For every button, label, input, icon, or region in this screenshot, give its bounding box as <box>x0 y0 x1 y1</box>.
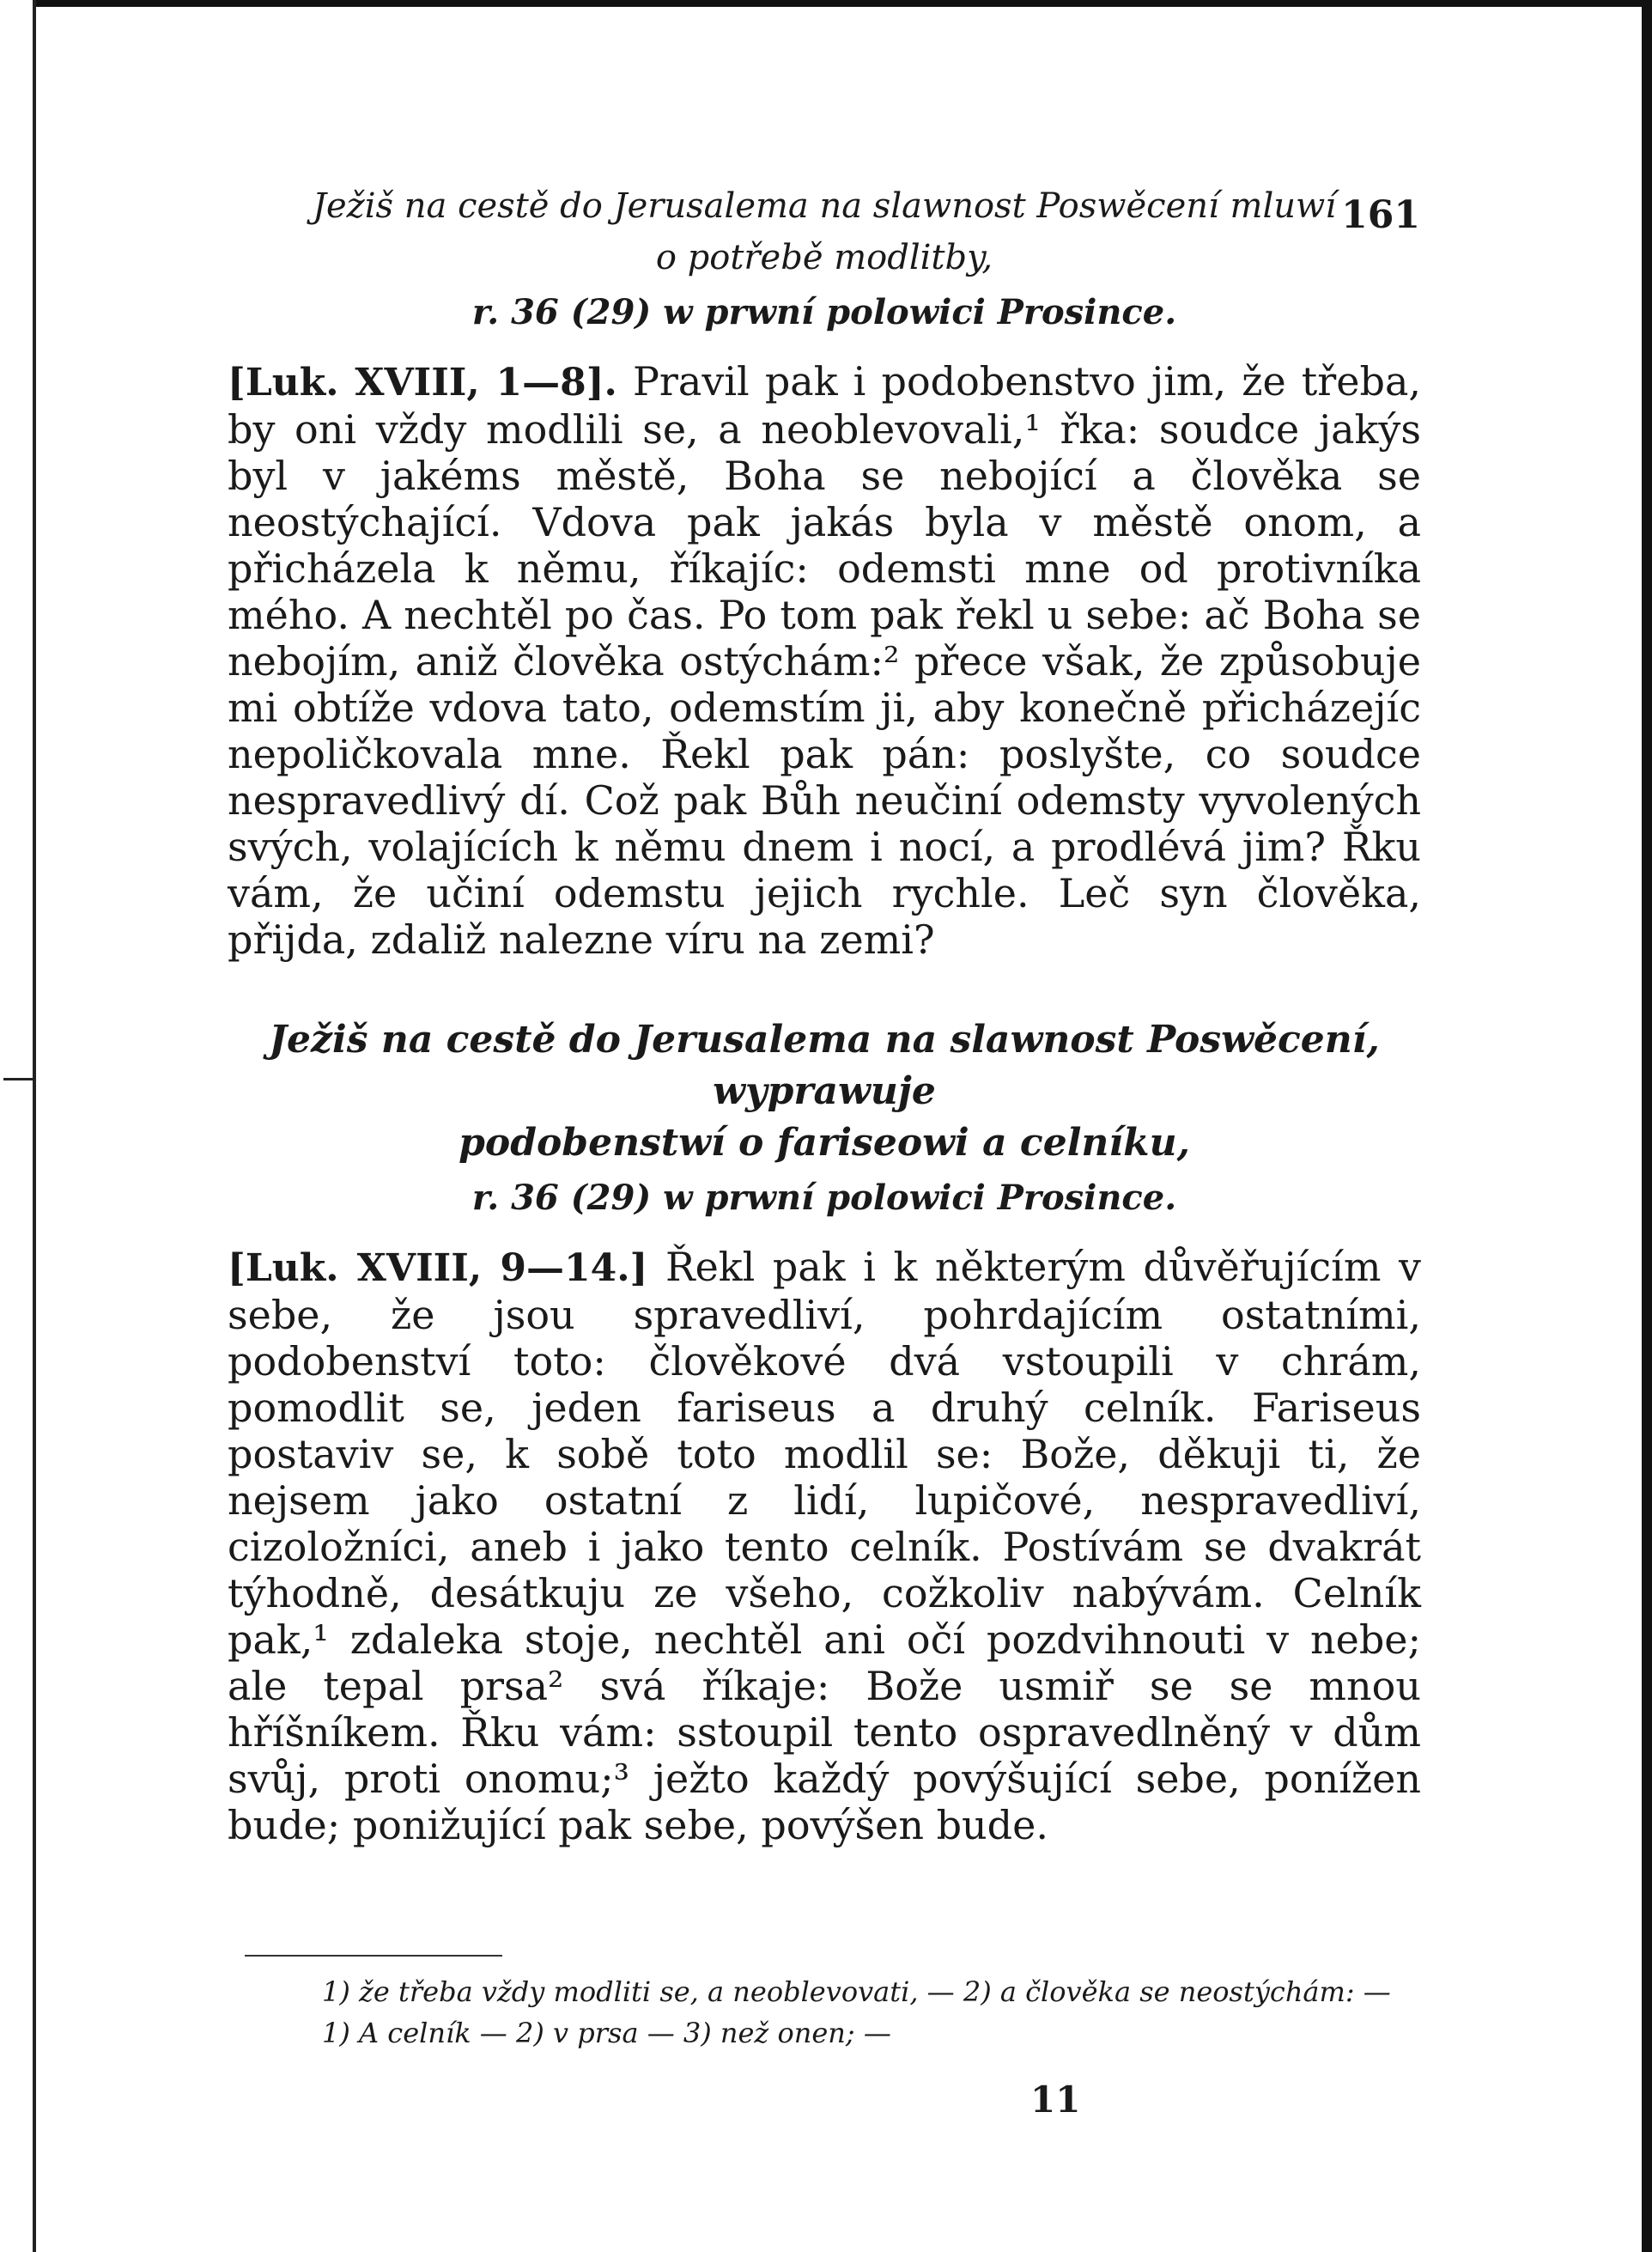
page-body <box>228 180 1421 1888</box>
section-1-title-line-2: o potřebě modlitby, <box>655 238 993 277</box>
scan-border-top <box>0 0 1652 7</box>
section-2-title-line-2: podobenstwí o fariseowi a celníku, <box>459 1121 1190 1165</box>
section-1-reference: [Luk. XVIII, 1—8]. <box>228 361 617 405</box>
section-2-paragraph <box>228 1244 1421 1848</box>
section-2-subtitle: r. 36 (29) w prwní polowici Prosince. <box>471 1178 1177 1218</box>
footnote-line-2: 1) A celník — 2) v prsa — 3) než onen; — <box>322 2017 891 2049</box>
page-number: 161 <box>1341 193 1420 237</box>
scan-border-left <box>0 0 36 2252</box>
section-2-text: Řekl pak i k některým důvěřujícím v sebe, že jsou spravedliví, pohrdajícím ostatními, podobenství toto: člověkové dvá vstoupili v chrám, pomodlit se, jeden fariseus a druhý celník. Fariseus postaviv se, k sobě toto modlil se: Bože, děkuji ti, že nejsem jako ostatní z lidí, lupičové, nespravedliví, cizoložníci, aneb i jako tento celník. Postívám se dvakrát týhodně, desátkuju ze všeho, cožkoliv nabývám. Celník pak,¹ zdaleka stoje, nechtěl ani očí pozdvihnouti v nebe; ale tepal prsa² svá říkaje: Bože usmiř se se mnou hříšníkem. Řku vám: sstoupil tento ospravedlněný v dům svůj, proti onomu;³ ježto každý povýšující sebe, ponížen bude; ponižující pak sebe, povýšen bude. <box>228 1244 1421 1848</box>
binding-mark <box>3 1078 33 1101</box>
section-2 <box>228 1014 1421 1848</box>
section-1-paragraph <box>228 358 1421 963</box>
section-2-title-line-1: Ježiš na cestě do Jerusalema na slawnost Poswěcení, wyprawuje <box>269 1018 1380 1113</box>
section-2-reference: [Luk. XVIII, 9—14.] <box>228 1246 648 1290</box>
scan-border-right <box>1642 0 1652 2252</box>
section-1 <box>228 180 1421 963</box>
section-1-text: Pravil pak i podobenstvo jim, že třeba, by oni vždy modlili se, a neoblevovali,¹ řka: soudce jakýs byl v jakéms městě, Boha se nebojící a člověka se neostýchající. Vdova pak jakás byla v městě onom, a přicházela k němu, říkajíc: odemsti mne od protivníka mého. A nechtěl po čas. Po tom pak řekl u sebe: ač Boha se nebojím, aniž člověka ostýchám:² přece však, že způsobuje mi obtíže vdova tato, odemstím ji, aby konečně přicházejíc nepoličkovala mne. Řekl pak pán: poslyšte, co soudce nespravedlivý dí. Což pak Bůh neučiní odemsty vyvolených svých, volajících k němu dnem i nocí, a prodlévá jim? Řku vám, že učiní odemstu jejich rychle. Leč syn člověka, přijda, zdaliž nalezne víru na zemi? <box>228 358 1422 963</box>
printer-signature: 11 <box>1030 2079 1081 2121</box>
footnotes <box>322 1971 1438 2054</box>
section-1-title-line-1: Ježiš na cestě do Jerusalema na slawnost Poswěcení mluwí <box>312 186 1337 226</box>
section-1-subtitle: r. 36 (29) w prwní polowici Prosince. <box>471 292 1177 332</box>
footnote-line-1: 1) že třeba vždy modliti se, a neoblevovati, — 2) a člověka se neostýchám: — <box>322 1975 1391 2008</box>
footnote-rule <box>245 1955 502 1957</box>
